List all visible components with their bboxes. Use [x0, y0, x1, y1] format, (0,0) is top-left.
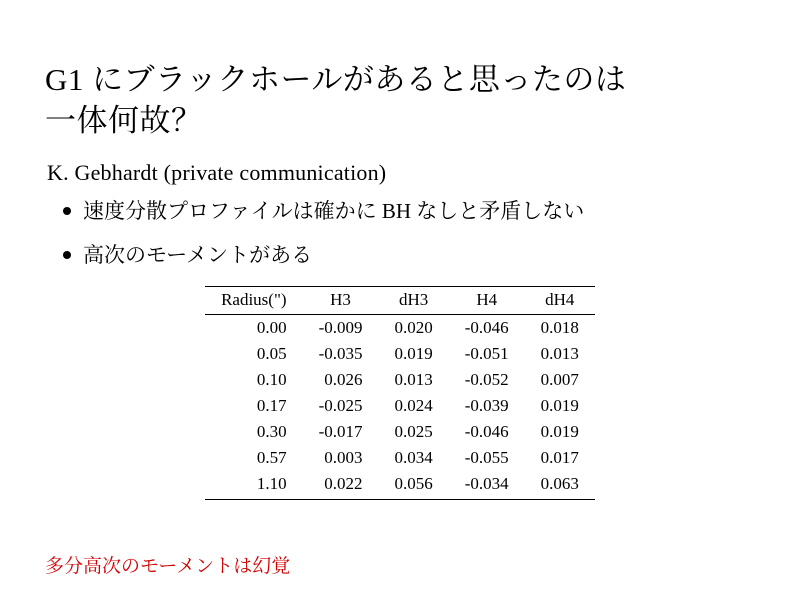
cell-h3: -0.025 [318, 396, 363, 416]
cell-dh3: 0.056 [394, 474, 433, 494]
page-title-line-1: G1 にブラックホールがあると思ったのは [45, 62, 627, 97]
cell-dh3: 0.024 [394, 396, 433, 416]
bullet-dot-icon [63, 251, 71, 259]
cell-dh4: 0.007 [540, 370, 579, 390]
footnote: 多分高次のモーメントは幻覚 [45, 556, 291, 577]
table-row [205, 341, 595, 367]
table-header [205, 287, 595, 315]
cell-dh4: 0.018 [540, 318, 579, 338]
table-row [205, 419, 595, 445]
column-header-h3: H3 [303, 287, 379, 315]
cell-h3: 0.003 [324, 448, 363, 468]
cell-h3: -0.035 [318, 344, 363, 364]
cell-dh3: 0.020 [394, 318, 433, 338]
bullet-dot-icon [63, 207, 71, 215]
data-table [205, 286, 595, 500]
cell-dh4: 0.019 [540, 422, 579, 442]
cell-h3: 0.026 [324, 370, 363, 390]
table-body [205, 315, 595, 500]
cell-radius: 0.57 [256, 448, 287, 468]
cell-h3: -0.017 [318, 422, 363, 442]
cell-dh3: 0.025 [394, 422, 433, 442]
cell-dh3: 0.019 [394, 344, 433, 364]
column-header-dh4: dH4 [525, 287, 595, 315]
cell-h4: -0.034 [464, 474, 509, 494]
list-item-label: 速度分散プロファイルは確かに BH なしと矛盾しない [83, 198, 585, 223]
page-title-line-2: 一体何故？ [45, 102, 203, 138]
column-header-radius: Radius(") [205, 287, 303, 315]
list-item [45, 198, 755, 224]
cell-dh3: 0.013 [394, 370, 433, 390]
cell-h3: -0.009 [318, 318, 363, 338]
list-item-label: 高次のモーメントがある [83, 243, 313, 268]
cell-h4: -0.051 [464, 344, 509, 364]
cell-dh4: 0.017 [540, 448, 579, 468]
cell-h4: -0.055 [464, 448, 509, 468]
cell-radius: 0.30 [256, 422, 287, 442]
cell-radius: 0.05 [256, 344, 287, 364]
cell-h4: -0.046 [464, 318, 509, 338]
page-title [45, 60, 755, 142]
cell-h4: -0.052 [464, 370, 509, 390]
column-header-dh3: dH3 [379, 287, 449, 315]
table-header-row [205, 287, 595, 315]
table-row [205, 445, 595, 471]
cell-radius: 0.00 [256, 318, 287, 338]
list-item [45, 242, 755, 268]
cell-radius: 1.10 [256, 474, 287, 494]
table-row [205, 315, 595, 342]
cell-dh4: 0.019 [540, 396, 579, 416]
column-header-h4: H4 [449, 287, 525, 315]
table-row [205, 393, 595, 419]
table-row [205, 367, 595, 393]
data-table-container [45, 286, 755, 500]
table-row [205, 471, 595, 500]
cell-h4: -0.046 [464, 422, 509, 442]
cell-dh3: 0.034 [394, 448, 433, 468]
cell-dh4: 0.063 [540, 474, 579, 494]
cell-radius: 0.10 [256, 370, 287, 390]
cell-dh4: 0.013 [540, 344, 579, 364]
bullet-list [45, 198, 755, 269]
cell-h3: 0.022 [324, 474, 363, 494]
cell-radius: 0.17 [256, 396, 287, 416]
subtitle: K. Gebhardt (private communication) [47, 159, 387, 185]
cell-h4: -0.039 [464, 396, 509, 416]
